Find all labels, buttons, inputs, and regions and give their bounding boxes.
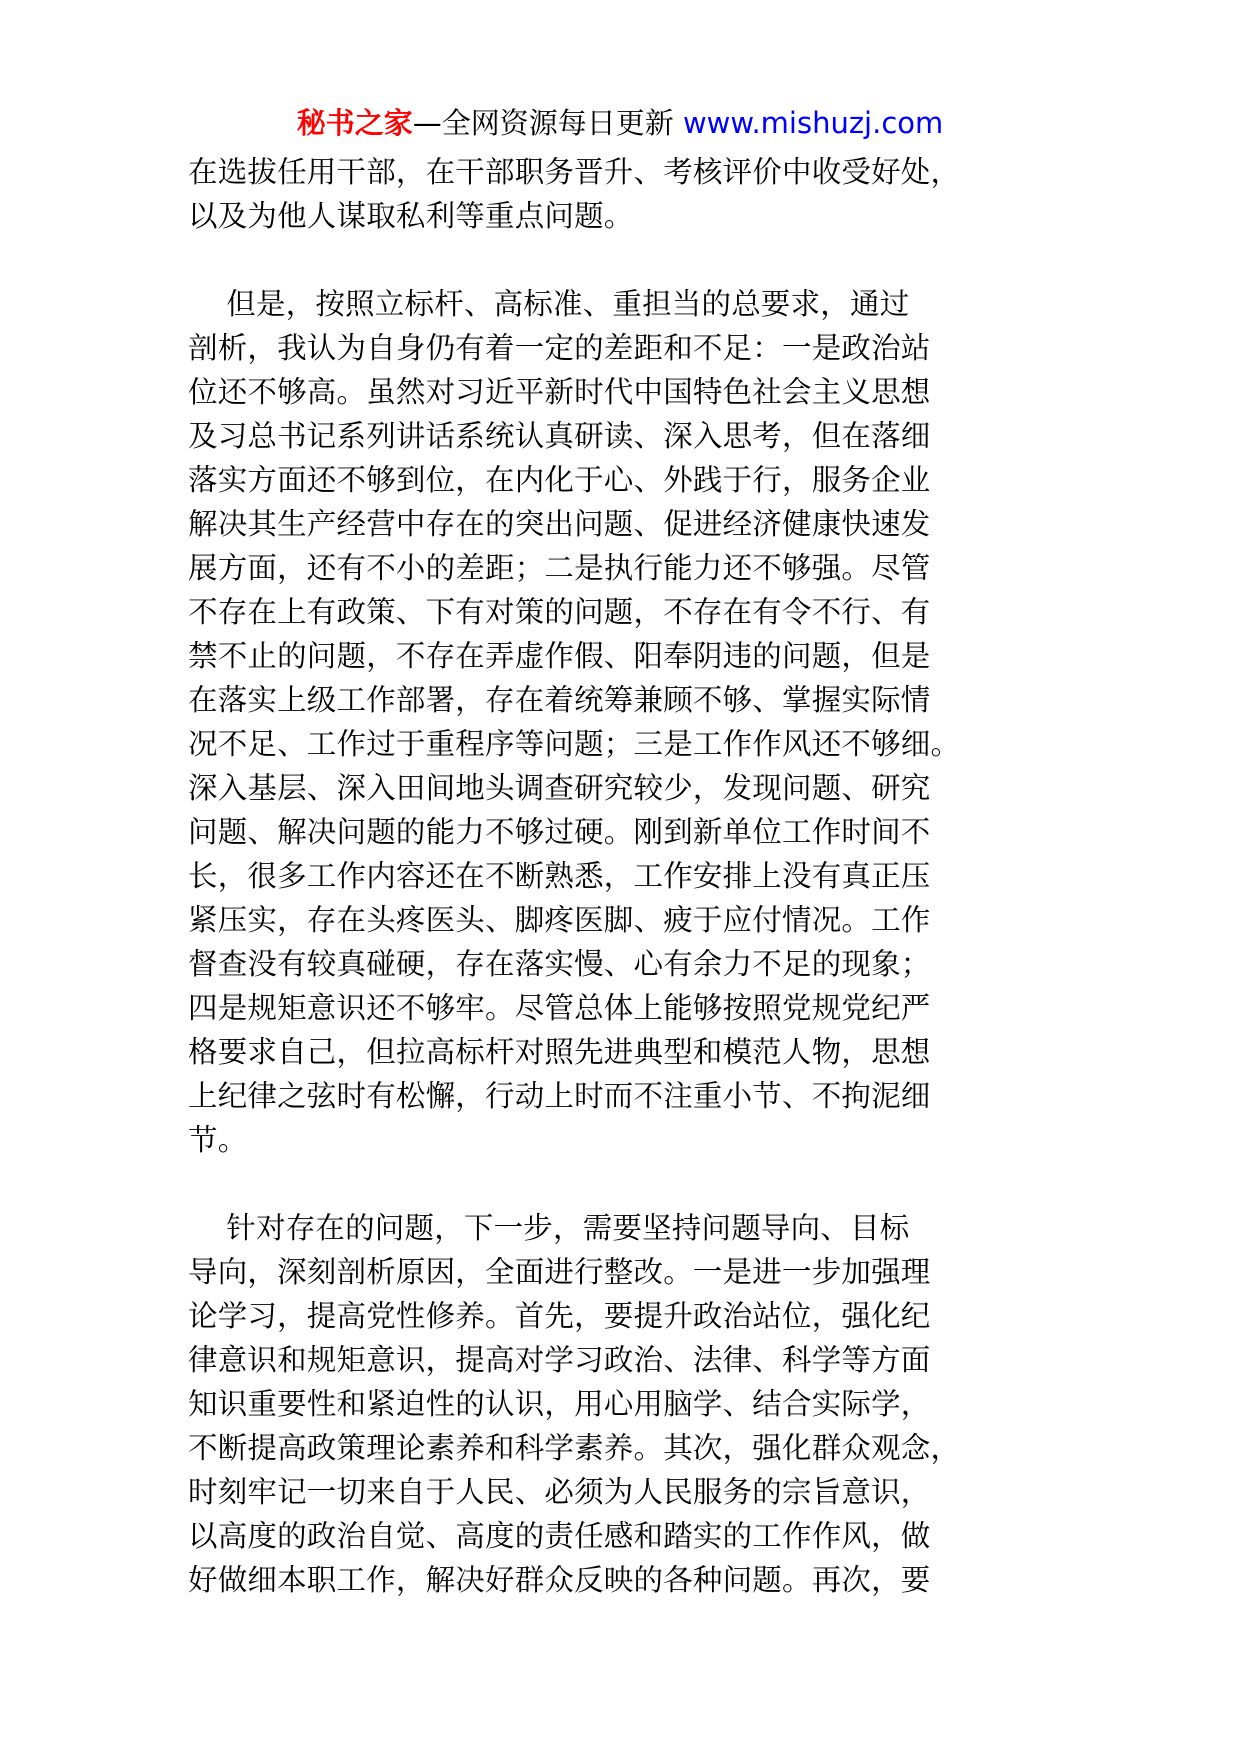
text-line: 节。 [188,1123,248,1157]
text-line: 展方面，还有不小的差距；二是执行能力还不够强。尽管 [188,551,931,585]
text-line: 问题、解决问题的能力不够过硬。刚到新单位工作时间不 [188,815,931,849]
paragraph [188,150,1053,238]
document-body [188,150,1053,1602]
text-line: 上纪律之弦时有松懈，行动上时而不注重小节、不拘泥细 [188,1079,931,1113]
text-line: 针对存在的问题，下一步，需要坚持问题导向、目标 [188,1211,910,1245]
text-line: 以高度的政治自觉、高度的责任感和踏实的工作作风，做 [188,1519,931,1553]
text-line: 长，很多工作内容还在不断熟悉，工作安排上没有真正压 [188,859,931,893]
text-line: 知识重要性和紧迫性的认识，用心用脑学、结合实际学， [188,1387,931,1421]
text-line: 位还不够高。虽然对习近平新时代中国特色社会主义思想 [188,375,931,409]
text-line: 四是规矩意识还不够牢。尽管总体上能够按照党规党纪严 [188,991,931,1025]
paragraph [188,282,1053,1162]
header-brand: 秘书之家 [296,106,413,140]
paragraph-gap [188,238,1053,282]
header-url-link[interactable]: www.mishuzj.com [682,106,944,140]
text-line: 剖析，我认为自身仍有着一定的差距和不足：一是政治站 [188,331,931,365]
text-line: 好做细本职工作，解决好群众反映的各种问题。再次，要 [188,1563,931,1597]
page-header [0,103,1240,143]
text-line: 但是，按照立标杆、高标准、重担当的总要求，通过 [188,287,910,321]
header-slogan: —全网资源每日更新 [412,106,674,140]
text-line: 律意识和规矩意识，提高对学习政治、法律、科学等方面 [188,1343,931,1377]
text-line: 论学习，提高党性修养。首先，要提升政治站位，强化纪 [188,1299,931,1333]
text-line: 况不足、工作过于重程序等问题；三是工作作风还不够细。 [188,727,961,761]
text-line: 禁不止的问题，不存在弄虚作假、阳奉阴违的问题，但是 [188,639,931,673]
text-line: 督查没有较真碰硬，存在落实慢、心有余力不足的现象； [188,947,931,981]
text-line: 时刻牢记一切来自于人民、必须为人民服务的宗旨意识， [188,1475,931,1509]
text-line: 落实方面还不够到位，在内化于心、外践于行，服务企业 [188,463,931,497]
text-line: 导向，深刻剖析原因，全面进行整改。一是进一步加强理 [188,1255,931,1289]
text-line: 不存在上有政策、下有对策的问题，不存在有令不行、有 [188,595,931,629]
paragraph [188,1206,1053,1602]
text-line: 及习总书记系列讲话系统认真研读、深入思考，但在落细 [188,419,931,453]
text-line: 格要求自己，但拉高标杆对照先进典型和模范人物，思想 [188,1035,931,1069]
text-line: 以及为他人谋取私利等重点问题。 [188,199,634,233]
text-line: 紧压实，存在头疼医头、脚疼医脚、疲于应付情况。工作 [188,903,931,937]
paragraph-gap [188,1162,1053,1206]
text-line: 在落实上级工作部署，存在着统筹兼顾不够、掌握实际情 [188,683,931,717]
text-line: 深入基层、深入田间地头调查研究较少，发现问题、研究 [188,771,931,805]
text-line: 在选拔任用干部，在干部职务晋升、考核评价中收受好处， [188,155,961,189]
text-line: 解决其生产经营中存在的突出问题、促进经济健康快速发 [188,507,931,541]
text-line: 不断提高政策理论素养和科学素养。其次，强化群众观念， [188,1431,961,1465]
